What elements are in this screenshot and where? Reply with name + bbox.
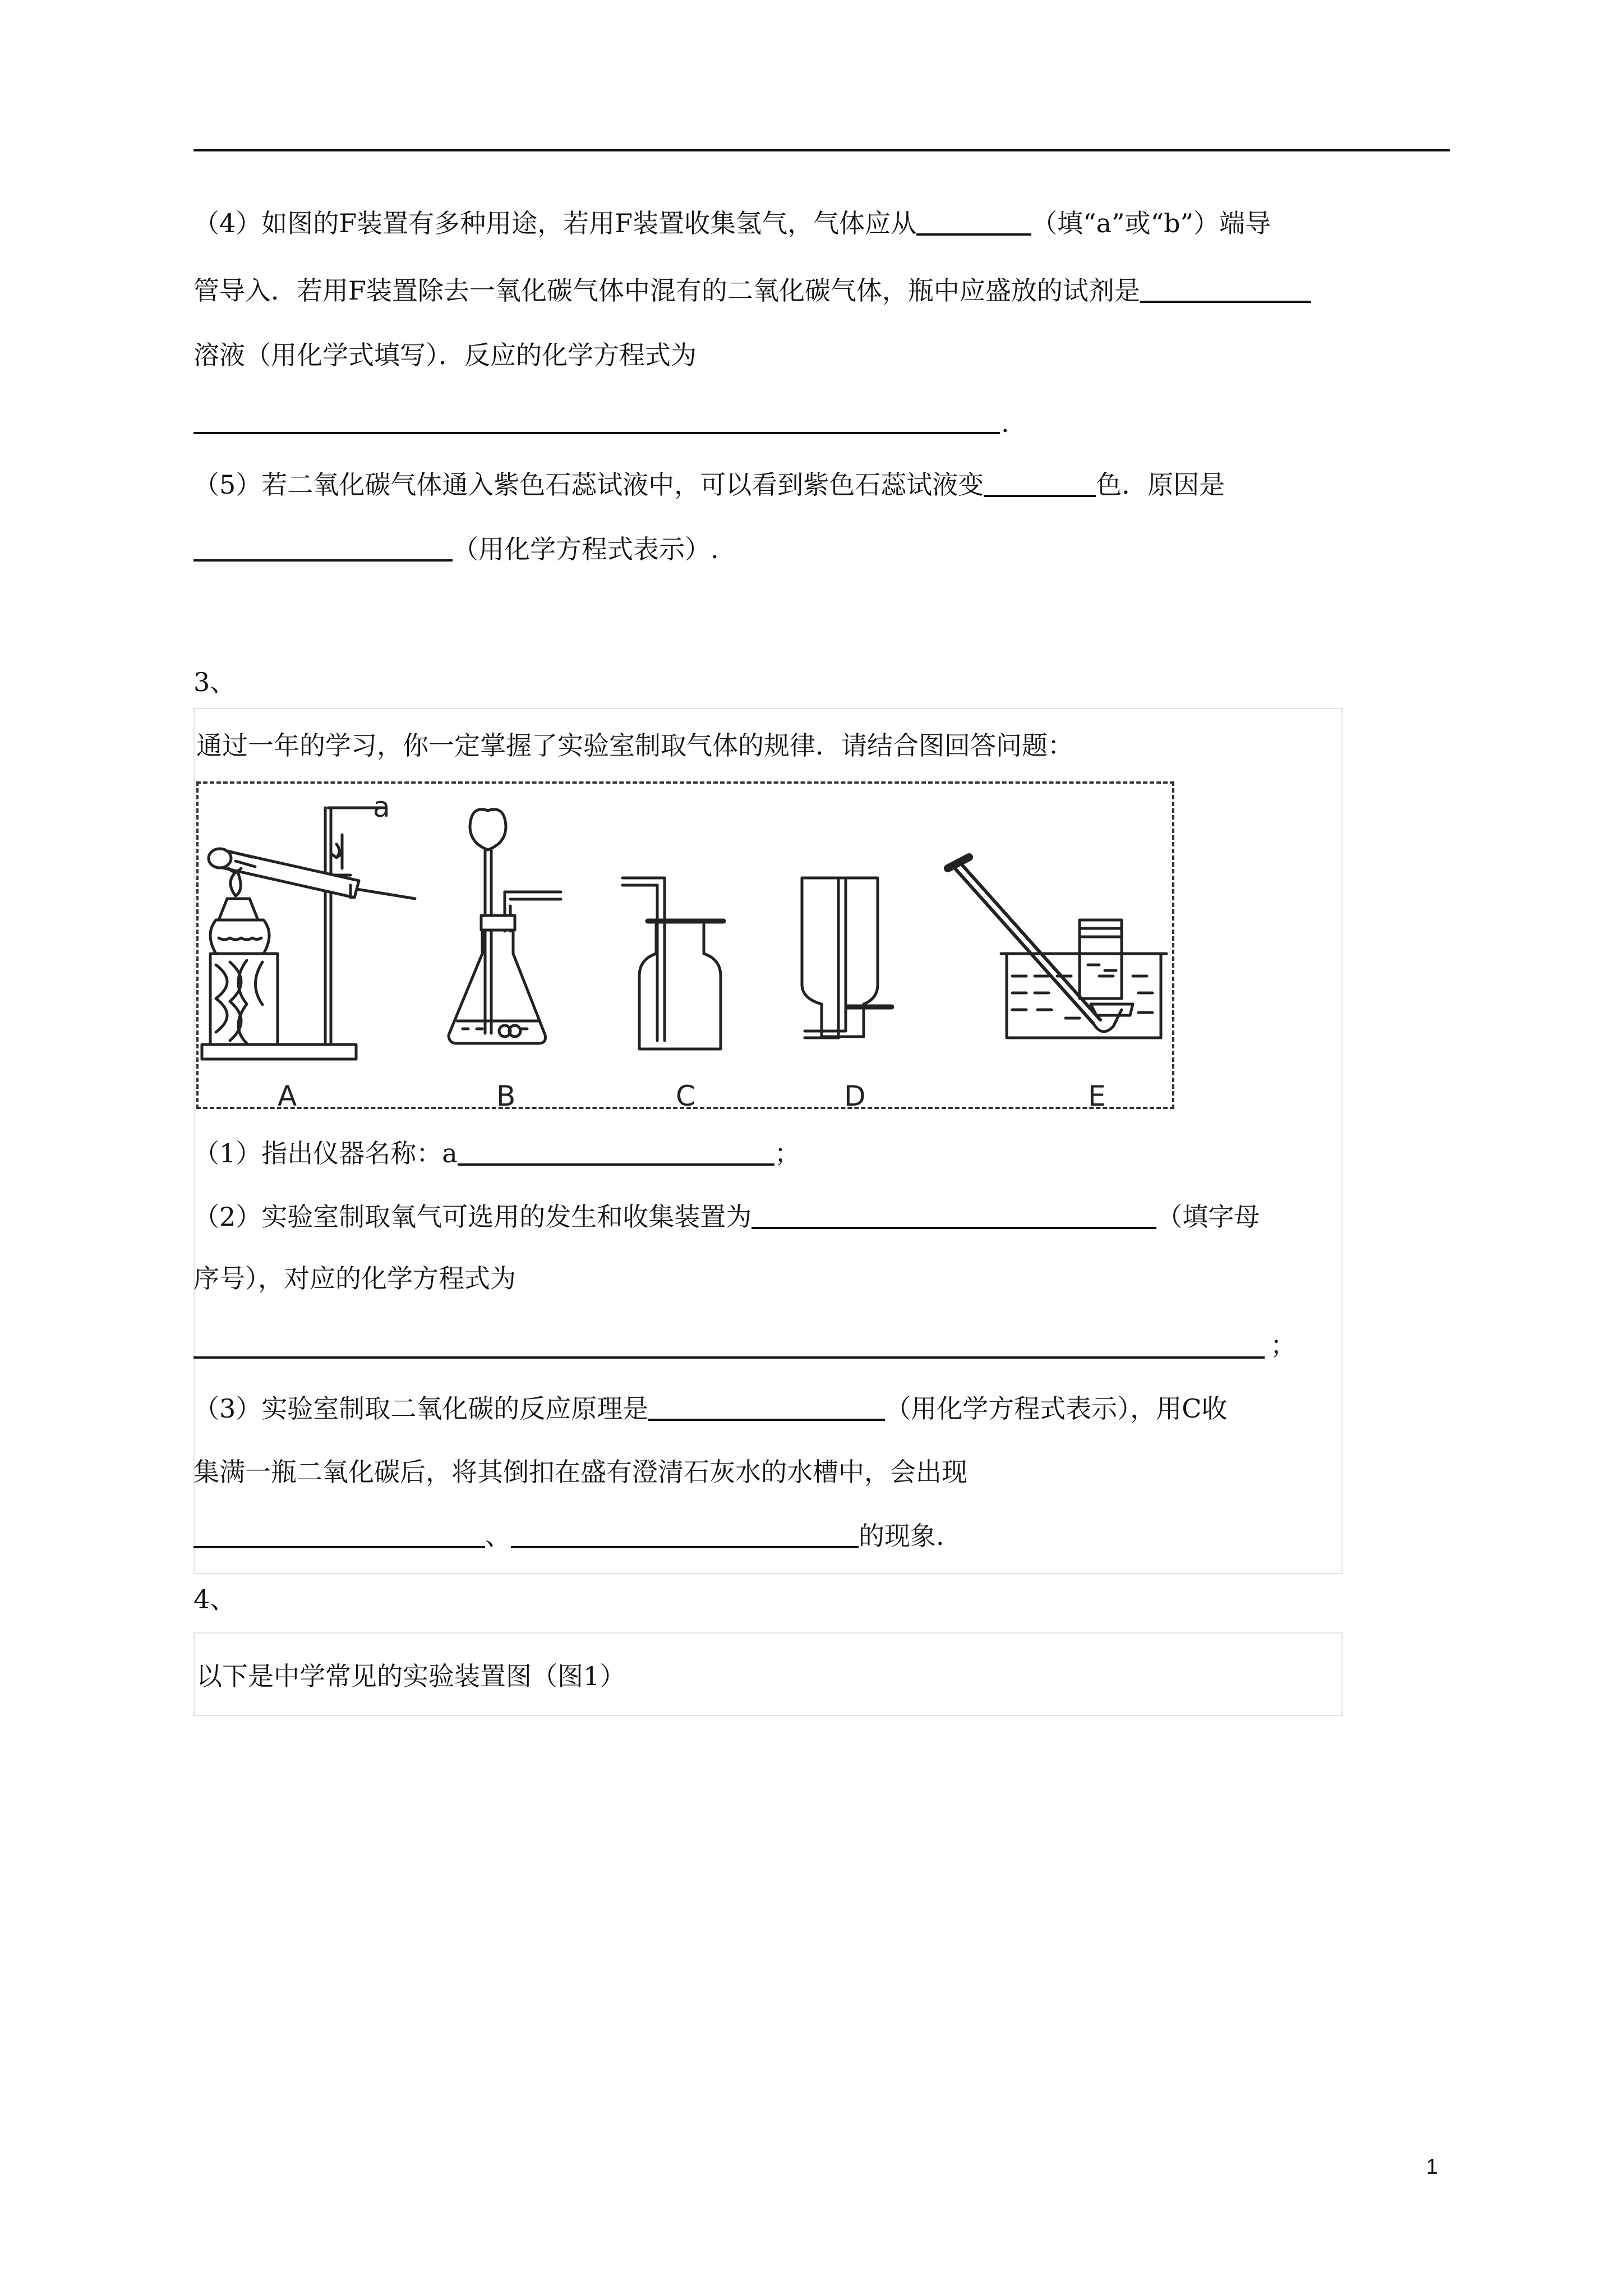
q2-p5-line1-text: （5）若二氧化碳气体通入紫色石蕊试液中，可以看到紫色石蕊试液变 [193,470,984,500]
q3-p2-line1 [193,1202,1260,1232]
q4-intro: 以下是中学常见的实验装置图（图1） [196,1661,626,1691]
label-a: a [373,791,390,823]
q3-p3-line3 [193,1521,944,1551]
q2-p4-line4-end: . [1001,408,1009,438]
q3-p3-text-b: （用化学方程式表示），用C收 [885,1393,1228,1424]
label-apparatus-c: C [676,1080,695,1112]
q3-p1-line [193,1139,800,1168]
q2-p4-line3: 溶液（用化学式填写）．反应的化学方程式为 [193,340,697,370]
q3-p2-text-b: （填字母 [1156,1202,1260,1232]
q3-p2-text: （2）实验室制取氧气可选用的发生和收集装置为 [193,1202,752,1232]
q4-number: 4、 [193,1584,236,1614]
label-apparatus-b: B [496,1080,516,1112]
q3-p1-text: （1）指出仪器名称：a [193,1138,458,1168]
q3-p3-sep: 、 [485,1521,511,1551]
q3-p2-blank-1[interactable] [751,1202,1156,1229]
apparatus-e [948,857,1166,1038]
q2-p5-line1-text-b: 色．原因是 [1096,470,1225,500]
q3-intro: 通过一年的学习，你一定掌握了实验室制取气体的规律．请结合图回答问题： [196,730,1073,761]
label-apparatus-e: E [1088,1080,1106,1112]
page-number: 1 [1426,2155,1438,2179]
q3-p3-line2: 集满一瓶二氧化碳后，将其倒扣在盛有澄清石灰水的水槽中，会出现 [193,1457,967,1487]
q3-p2-line2: 序号），对应的化学方程式为 [193,1263,516,1294]
q3-number: 3、 [193,667,236,697]
apparatus-a [202,808,415,1059]
apparatus-b [449,809,561,1043]
q3-p3-blank-3[interactable] [511,1521,859,1548]
apparatus-d [802,839,892,1038]
q3-p3-text: （3）实验室制取二氧化碳的反应原理是 [193,1393,649,1424]
q3-p3-text-end: 的现象. [859,1521,944,1551]
q2-p5-line2-text: （用化学方程式表示）. [453,534,719,564]
label-apparatus-d: D [844,1080,866,1112]
q3-p3-blank-2[interactable] [193,1521,485,1548]
q3-p2-line3-end: ； [1270,1330,1296,1360]
q3-p2-blank-2[interactable] [193,1356,1265,1359]
q3-p1-text-end: ； [774,1138,800,1168]
q3-p1-blank[interactable] [458,1139,774,1166]
q2-p4-line2-text: 管导入．若用F装置除去一氧化碳气体中混有的二氧化碳气体，瓶中应盛放的试剂是 [193,275,1140,306]
label-apparatus-a: A [278,1080,297,1112]
q3-p3-blank-1[interactable] [648,1394,885,1421]
apparatus-c [623,878,723,1049]
q2-p4-line1-text-b: （填“a”或“b”）端导 [1031,208,1271,238]
q2-p4-line1-text: （4）如图的F装置有多种用途，若用F装置收集氢气，气体应从 [193,208,917,238]
q3-p3-line1 [193,1394,1227,1424]
